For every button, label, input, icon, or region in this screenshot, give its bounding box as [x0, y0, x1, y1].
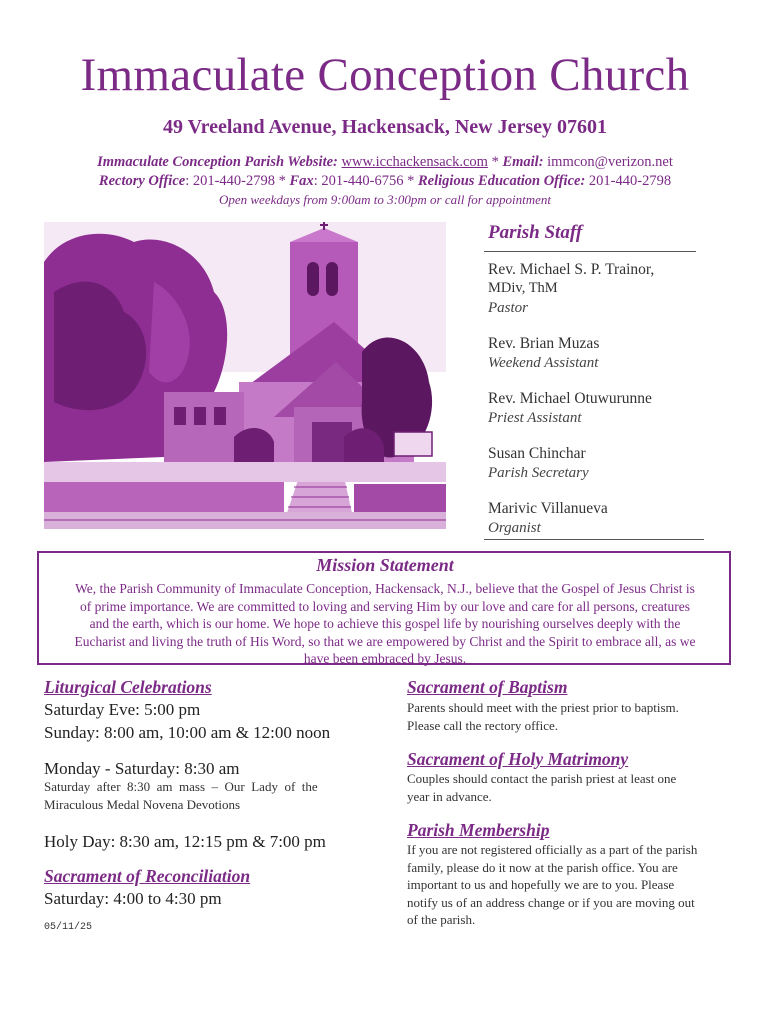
staff-name: Susan Chinchar: [488, 445, 586, 462]
staff-name: Rev. Michael Otuwurunne: [488, 390, 652, 407]
membership-line: If you are not registered officially as a part of the parish: [407, 842, 698, 857]
baptism-line-1: Parents should meet with the priest prior to baptism.: [407, 700, 679, 715]
mission-line: have been embraced by Jesus.: [303, 651, 467, 666]
website-link[interactable]: www.icchackensack.com: [341, 154, 488, 170]
website-label: Immaculate Conception Parish Website:: [97, 154, 338, 170]
rectory-label: Rectory Office: [98, 173, 186, 189]
document-date: 05/11/25: [44, 922, 93, 933]
religious-ed-phone: 201-440-2798: [588, 173, 672, 189]
staff-divider-bottom: [484, 539, 704, 540]
sunday-mass: Sunday: 8:00 am, 10:00 am & 12:00 noon: [44, 723, 331, 742]
separator: *: [407, 173, 415, 189]
mission-heading: Mission Statement: [316, 555, 454, 575]
membership-line: of the parish.: [407, 912, 476, 927]
staff-role: Pastor: [488, 300, 529, 316]
staff-role: Organist: [488, 520, 541, 536]
mission-line: and the earth, which is our home. We hope to achieve this gospel life by nourishing ourselves deeply with the: [89, 616, 681, 631]
staff-name: Rev. Brian Muzas: [488, 335, 600, 352]
saturday-mass: Saturday Eve: 5:00 pm: [44, 700, 201, 719]
separator: *: [491, 154, 499, 170]
staff-credentials: MDiv, ThM: [488, 280, 558, 296]
staff-role: Weekend Assistant: [488, 355, 599, 371]
matrimony-line-1: Couples should contact the parish priest at least one: [407, 771, 677, 786]
membership-line: important to us and hopefully we are to you. Please: [407, 877, 675, 892]
membership-text: [407, 841, 727, 929]
office-hours: Open weekdays from 9:00am to 3:00pm or call for appointment: [218, 192, 552, 207]
contact-line-1: [0, 154, 770, 171]
mission-line: Eucharist and living the truth of His Word, so that we are empowered by Christ and the Spirit to embrace all, as we: [74, 633, 696, 649]
membership-heading: Parish Membership: [407, 820, 550, 840]
holy-day-mass: Holy Day: 8:30 am, 12:15 pm & 7:00 pm: [44, 832, 326, 851]
membership-line: notify us of an address change or if you are moving out: [407, 894, 695, 910]
staff-name: Marivic Villanueva: [488, 500, 608, 517]
contact-line-2: [0, 173, 770, 190]
fax-phone: : 201-440-6756: [313, 173, 404, 189]
staff-name: Rev. Michael S. P. Trainor,: [488, 261, 655, 278]
novena-line-1: Saturday after 8:30 am mass – Our Lady of the: [44, 779, 318, 794]
mission-text: [44, 580, 726, 668]
liturgical-heading: Liturgical Celebrations: [44, 677, 212, 697]
church-address: 49 Vreeland Avenue, Hackensack, New Jersey 07601: [162, 116, 608, 138]
church-photo: [44, 222, 446, 529]
separator: *: [278, 173, 286, 189]
fax-label: Fax: [289, 173, 314, 189]
staff-role: Parish Secretary: [488, 465, 589, 481]
staff-role: Priest Assistant: [488, 410, 582, 426]
staff-divider-top: [484, 251, 696, 252]
reconciliation-time: Saturday: 4:00 to 4:30 pm: [44, 889, 222, 908]
religious-ed-label: Religious Education Office:: [418, 173, 586, 189]
matrimony-line-2: year in advance.: [407, 789, 492, 804]
mission-line: We, the Parish Community of Immaculate Conception, Hackensack, N.J., believe that the Gospel of Jesus Christ is: [75, 581, 695, 596]
email-label: Email:: [502, 154, 544, 170]
baptism-line-2: Please call the rectory office.: [407, 718, 558, 733]
baptism-heading: Sacrament of Baptism: [407, 677, 568, 697]
staff-heading: Parish Staff: [488, 222, 583, 243]
rectory-phone: : 201-440-2798: [185, 173, 276, 189]
reconciliation-heading: Sacrament of Reconciliation: [44, 866, 251, 886]
church-title: Immaculate Conception Church: [80, 49, 690, 101]
email-address[interactable]: immcon@verizon.net: [547, 154, 673, 170]
weekday-mass: Monday - Saturday: 8:30 am: [44, 759, 240, 778]
mission-line: of prime importance. We are committed to loving and serving Him by our love and care for all persons, creatures: [79, 598, 691, 614]
matrimony-heading: Sacrament of Holy Matrimony: [407, 749, 629, 769]
membership-line: family, please do it now at the parish office. You are: [407, 859, 678, 875]
novena-line-2: Miraculous Medal Novena Devotions: [44, 797, 241, 812]
